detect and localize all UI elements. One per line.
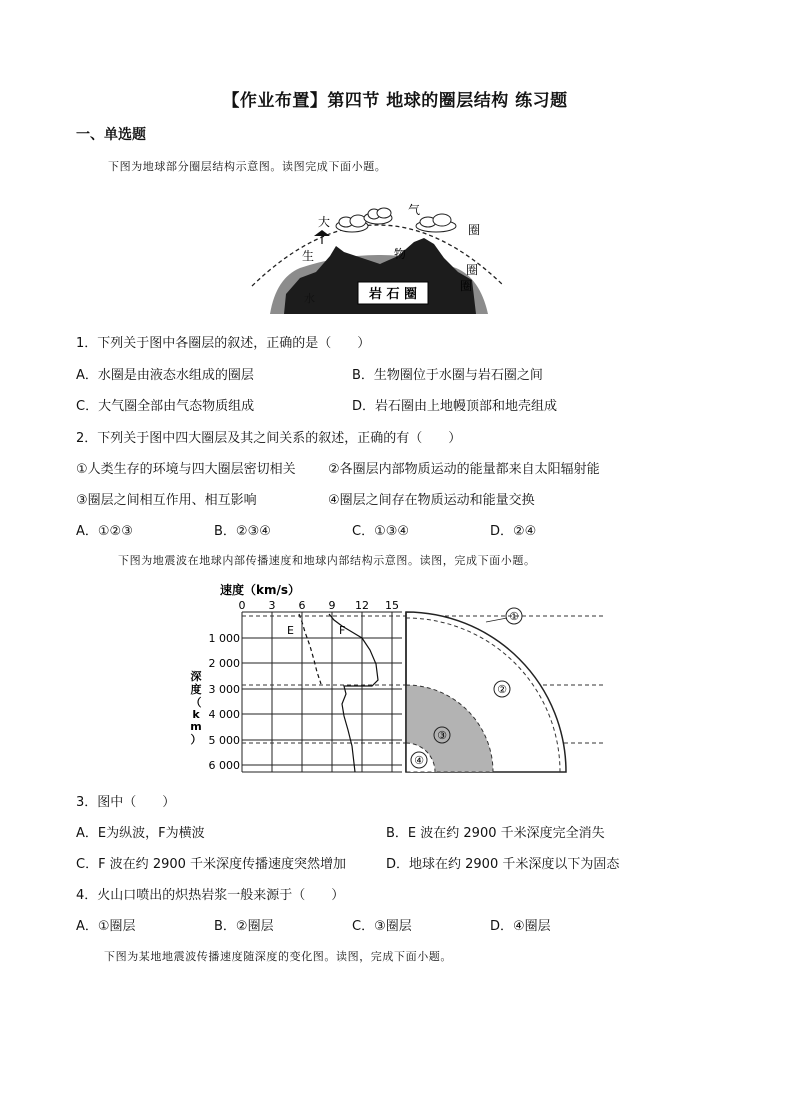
q2-option-d[interactable]: D．②④ <box>490 524 537 539</box>
depth-tick-5000: 5 000 <box>208 734 240 747</box>
atmosphere-char-1: 大 <box>318 215 331 229</box>
q1-option-a[interactable]: A．水圈是由液态水组成的圈层 <box>76 368 254 383</box>
biosphere-char-2: 物 <box>394 247 407 261</box>
atmosphere-char-2: 气 <box>408 203 421 217</box>
q3-option-b[interactable]: B．E 波在约 2900 千米深度完全消失 <box>386 826 605 841</box>
speed-tick-9: 9 <box>328 599 336 612</box>
speed-tick-6: 6 <box>298 599 306 612</box>
tree-icon <box>314 230 330 244</box>
layer-2-marker: ② <box>497 683 507 696</box>
earth-interior-quarter <box>406 612 566 772</box>
q2-option-a[interactable]: A．①②③ <box>76 524 133 539</box>
question-2-stem: 2．下列关于图中四大圈层及其之间关系的叙述，正确的有（ ） <box>76 431 462 446</box>
depth-tick-2000: 2 000 <box>208 657 240 670</box>
depth-tick-6000: 6 000 <box>208 759 240 772</box>
speed-tick-15: 15 <box>385 599 399 612</box>
figure-seismic-waves <box>186 580 606 780</box>
page-title: 【作业布置】第四节 地球的圈层结构 练习题 <box>222 91 568 111</box>
q2-option-c[interactable]: C．①③④ <box>352 524 410 539</box>
depth-label-char-3: （ <box>190 696 202 709</box>
figure-earth-spheres <box>248 186 508 314</box>
intro-text-3: 下图为某地地震波传播速度随深度的变化图。读图，完成下面小题。 <box>104 950 452 963</box>
biosphere-char-1: 生 <box>302 249 315 263</box>
q2-statement-4: ④圈层之间存在物质运动和能量交换 <box>328 493 535 508</box>
q2-statement-1: ①人类生存的环境与四大圈层密切相关 <box>76 462 296 477</box>
q4-option-a[interactable]: A．①圈层 <box>76 919 136 934</box>
wave-e-label: E <box>287 624 294 637</box>
layer-1-marker: ① <box>509 610 519 623</box>
speed-tick-12: 12 <box>355 599 369 612</box>
chart-grid <box>242 612 402 772</box>
layer-3-marker: ③ <box>437 729 447 742</box>
q2-statement-3: ③圈层之间相互作用、相互影响 <box>76 493 257 508</box>
q1-option-b[interactable]: B．生物圈位于水圈与岩石圈之间 <box>352 368 543 383</box>
cloud-icon <box>336 215 368 232</box>
depth-label-char-1: 深 <box>190 670 202 683</box>
layer-4-marker: ④ <box>414 754 424 767</box>
q4-option-b[interactable]: B．②圈层 <box>214 919 274 934</box>
biosphere-char-3: 圈 <box>466 263 479 277</box>
q2-statement-2: ②各圈层内部物质运动的能量都来自太阳辐射能 <box>328 462 600 477</box>
question-3-stem: 3．图中（ ） <box>76 795 176 810</box>
intro-text-2: 下图为地震波在地球内部传播速度和地球内部结构示意图。读图，完成下面小题。 <box>118 554 536 567</box>
speed-axis-label: 速度（km/s） <box>219 583 301 597</box>
rock-label: 岩 石 圈 <box>368 287 418 302</box>
depth-tick-3000: 3 000 <box>208 683 240 696</box>
cloud-icon <box>364 208 392 224</box>
intro-text-1: 下图为地球部分圈层结构示意图。读图完成下面小题。 <box>108 160 387 173</box>
depth-tick-4000: 4 000 <box>208 708 240 721</box>
hydrosphere-char: 水 <box>304 292 315 305</box>
depth-label-char-4: k <box>192 708 200 721</box>
atmosphere-char-3: 圈 <box>468 223 481 237</box>
q4-option-c[interactable]: C．③圈层 <box>352 919 412 934</box>
wave-f-label: F <box>339 624 346 637</box>
section-heading: 一、单选题 <box>76 127 146 143</box>
depth-label-char-6: ） <box>190 733 202 746</box>
q3-option-d[interactable]: D．地球在约 2900 千米深度以下为固态 <box>386 857 620 872</box>
q3-option-c[interactable]: C．F 波在约 2900 千米深度传播速度突然增加 <box>76 857 347 872</box>
q3-option-a[interactable]: A．E为纵波，F为横波 <box>76 826 205 841</box>
question-4-stem: 4．火山口喷出的炽热岩浆一般来源于（ ） <box>76 888 345 903</box>
depth-label-char-5: m <box>190 720 202 733</box>
q2-option-b[interactable]: B．②③④ <box>214 524 271 539</box>
speed-tick-3: 3 <box>268 599 276 612</box>
cloud-icon <box>416 214 456 232</box>
layer-1-pointer <box>486 618 507 622</box>
q4-option-d[interactable]: D．④圈层 <box>490 919 551 934</box>
depth-label-char-2: 度 <box>190 683 202 696</box>
speed-tick-0: 0 <box>238 599 246 612</box>
biosphere-char-4: 圈 <box>460 279 473 293</box>
question-1-stem: 1．下列关于图中各圈层的叙述，正确的是（ ） <box>76 336 371 351</box>
q1-option-d[interactable]: D．岩石圈由上地幔顶部和地壳组成 <box>352 399 558 414</box>
q1-option-c[interactable]: C．大气圈全部由气态物质组成 <box>76 399 255 414</box>
depth-tick-1000: 1 000 <box>208 632 240 645</box>
